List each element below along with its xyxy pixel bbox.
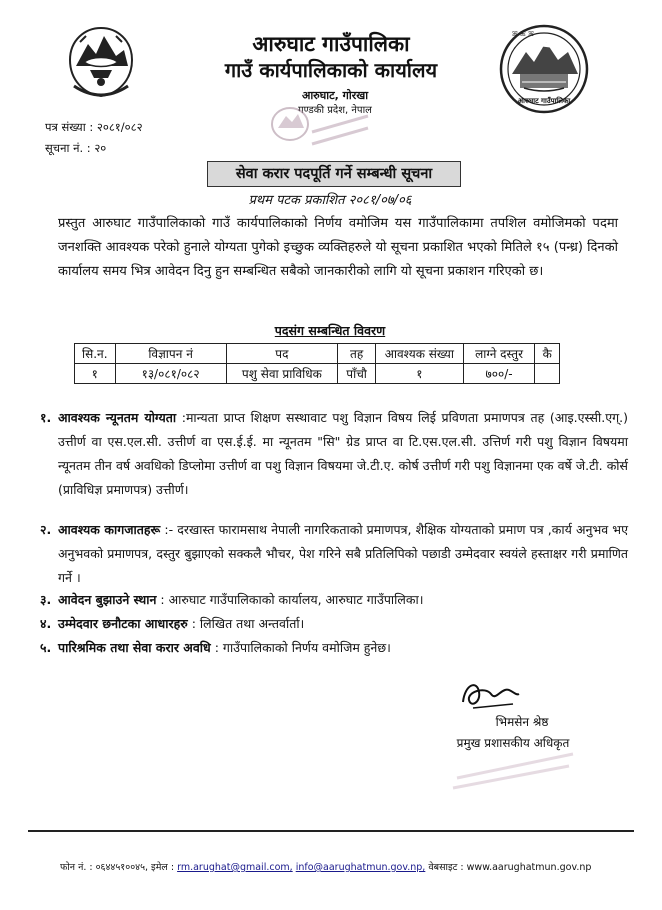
footer-phone: फोन नं. : ०६४४५१००४५, इमेल : [60,862,175,873]
cell-ad-no: १३/०८१/०८२ [115,364,226,384]
footer-website[interactable]: www.aarughatmun.gov.np [466,862,592,873]
footer-divider [28,830,634,832]
signatory-name: भिमसेन श्रेष्ठ [495,715,549,729]
footer-email-2[interactable]: info@aarughatmun.gov.np, [295,862,426,873]
col-header-post: पद [226,344,338,364]
col-header-ad-no: विज्ञापन नं [115,344,226,364]
col-header-level: तह [338,344,376,364]
item-text: :मान्यता प्राप्त शिक्षण सस्थावाट पशु विज्ञान विषय लिई प्रविणता प्रमाणपत्र तह (आइ.एस्सी.एग्.) उत्तीर्ण वा एस.एल.सी. उत्तीर्ण वा एस.ई.ई. मा न्यूनतम "सि" ग्रेड प्राप्त वा टि.एस.एल.सी. उत्तिर्ण गरी पशु विज्ञान विषयमा न्यूनतम तीन वर्ष अवधिको डिप्लोमा उत्तीर्ण वा पशु विज्ञान विषयमा जे.टी.ए. कोर्ष उत्तीर्ण गरी पशु विज्ञानमा एक वर्षे जे.टी. कोर्स (प्राविधिज्ञ प्रमाणपत्र) उत्तीर्ण। [58,410,628,497]
footer-contact [60,860,620,873]
item-label: आवश्यक कागजातहरू [58,522,161,537]
item-label: आवेदन बुझाउने स्थान [58,592,157,607]
item-text: : आरुघाट गाउँपालिकाको कार्यालय, आरुघाट गाउँपालिका। [160,592,424,607]
notice-body: प्रस्तुत आरुघाट गाउँपालिकाको गाउँ कार्यपालिकाको निर्णय वमोजिम यस गाउँपालिकामा तपशिल वमोजिमको पदमा जनशक्ति आवश्यक परेको हुनाले योग्यता पुगेको इच्छुक व्यक्तिहरुले यो सूचना प्रकाशित भएको मितिले १५ (पन्ध्र) दिनको कार्यालय समय भित्र आवेदन दिनु हुन सम्बन्धित सबैको जानकारीको लागि यो सूचना प्रकाशन गरिएको छ। [58,216,618,279]
position-details-table [74,343,560,384]
footer-website-label: वेबसाइट : [428,862,464,873]
item-number: २. [40,522,52,537]
notice-number: सूचना नं. : २० [45,141,107,155]
svg-text:ꕤ ꕤ ꕤ: ꕤ ꕤ ꕤ [512,30,534,38]
item-label: उम्मेदवार छनौटका आधारहरु [58,616,188,631]
item-number: ३. [40,592,52,607]
col-header-fee: लाग्ने दस्तुर [463,344,535,364]
item-number: १. [40,410,52,425]
signature-stamp [445,744,580,792]
table-row [75,364,560,384]
col-header-sn: सि.न. [75,344,116,364]
cell-level: पाँचौ [338,364,376,384]
item-text: :- दरखास्त फारामसाथ नेपाली नागरिकताको प्रमाणपत्र, शैक्षिक योग्यताको प्रमाण पत्र ,कार्य अनुभव भए अनुभवको प्रमाणपत्र, दस्तुर बुझाएको सक्कलै भौचर, पेश गरिने सबै प्रतिलिपिको पछाडी उम्मेदवार स्वयंले हस्ताक्षर गरी प्रमाणित गर्ने । [58,522,629,585]
municipality-logo-text: आरुघाट गाउँपालिका [517,97,571,105]
item-text: : गाउँपालिकाको निर्णय वमोजिम हुनेछ। [214,640,391,655]
signatory-title: प्रमुख प्रशासकीय अधिकृत [456,736,570,750]
cell-sn: १ [75,364,116,384]
cell-fee: ७००/- [463,364,535,384]
cell-remarks [535,364,560,384]
office-name: गाउँ कार्यपालिकाको कार्यालय [224,58,438,82]
item-label: आवश्यक न्यूनतम योग्यता [58,410,177,425]
cell-required-count: १ [376,364,464,384]
letter-number: पत्र संख्या : २०८१/०८२ [45,120,143,134]
item-number: ४. [40,616,52,631]
table-header-row [75,344,560,364]
address-line-1: आरुघाट, गोरखा [301,89,369,102]
signature-mark [455,674,525,714]
item-text: : लिखित तथा अन्तर्वार्ता। [191,616,305,631]
municipality-name: आरुघाट गाउँपालिका [252,32,410,56]
col-header-required-count: आवश्यक संख्या [376,344,464,364]
office-stamp [250,98,375,158]
table-caption: पदसंग सम्बन्धित विवरण [274,323,386,338]
address-line-2: गण्डकी प्रदेश, नेपाल [298,105,372,116]
footer-email-1[interactable]: rm.arughat@gmail.com, [177,862,293,873]
nepal-emblem-logo [62,22,140,102]
published-date: प्रथम पटक प्रकाशित २०८१/०७/०६ [248,193,412,208]
item-number: ५. [40,640,52,655]
cell-post: पशु सेवा प्राविधिक [226,364,338,384]
notice-title: सेवा करार पदपूर्ति गर्ने सम्बन्धी सूचना [207,161,461,187]
item-label: पारिश्रमिक तथा सेवा करार अवधि [58,640,211,655]
col-header-remarks: कै [535,344,560,364]
